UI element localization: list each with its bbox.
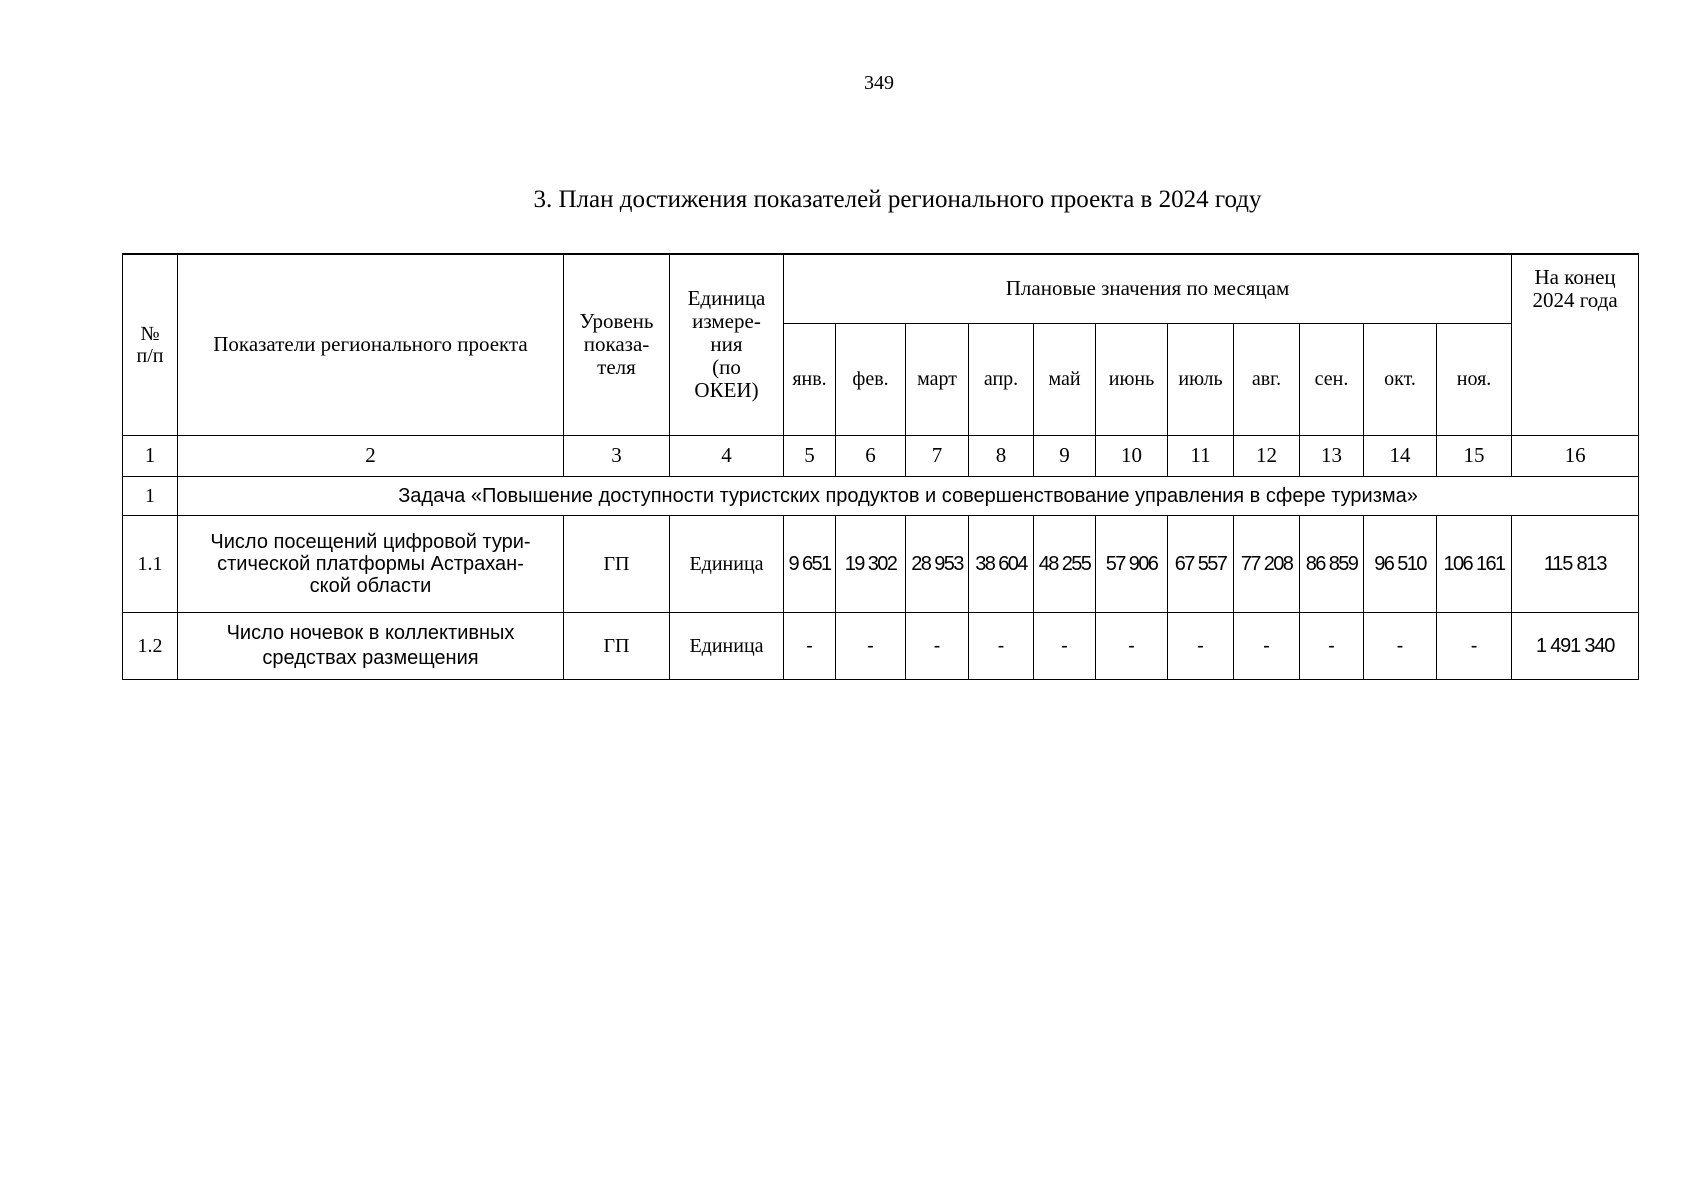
header-end-of-year: На конец 2024 года [1512, 254, 1639, 323]
indicator-unit: Единица [670, 612, 784, 679]
month-value: 106 161 [1437, 515, 1512, 612]
month-value: - [1234, 612, 1300, 679]
month-header-10: окт. [1364, 323, 1437, 435]
month-value: - [784, 612, 836, 679]
column-number: 7 [906, 435, 969, 476]
month-value: 57 906 [1096, 515, 1168, 612]
month-header-2: фев. [836, 323, 906, 435]
table-row [123, 515, 1639, 612]
column-number: 8 [969, 435, 1034, 476]
row-num: 1.1 [123, 515, 178, 612]
month-value: - [1168, 612, 1234, 679]
month-value: - [1437, 612, 1512, 679]
task-text: Задача «Повышение доступности туристских продуктов и совершенствование управления в сфере туризма» [178, 476, 1639, 515]
month-value: - [836, 612, 906, 679]
month-header-11: ноя. [1437, 323, 1512, 435]
table-row [123, 612, 1639, 679]
month-value: - [1300, 612, 1364, 679]
column-number: 14 [1364, 435, 1437, 476]
month-value: 48 255 [1034, 515, 1096, 612]
header-monthly-group: Плановые значения по месяцам [784, 254, 1512, 323]
month-value: 67 557 [1168, 515, 1234, 612]
month-value: 9 651 [784, 515, 836, 612]
end-of-year-value: 115 813 [1512, 515, 1639, 612]
column-number: 13 [1300, 435, 1364, 476]
month-header-3: март [906, 323, 969, 435]
month-header-5: май [1034, 323, 1096, 435]
column-number: 15 [1437, 435, 1512, 476]
month-value: 86 859 [1300, 515, 1364, 612]
month-header-1: янв. [784, 323, 836, 435]
column-numbers-row [123, 435, 1639, 476]
header-level: Уровень показа- теля [564, 254, 670, 435]
indicator-unit: Единица [670, 515, 784, 612]
indicator-name: Число посещений цифровой тури- стической платформы Астрахан- ской области [178, 515, 564, 612]
header-end-of-year-empty [1512, 323, 1639, 435]
end-of-year-value: 1 491 340 [1512, 612, 1639, 679]
header-indicator: Показатели регионального проекта [178, 254, 564, 435]
column-number: 12 [1234, 435, 1300, 476]
column-number: 2 [178, 435, 564, 476]
page-number: 349 [864, 72, 894, 94]
column-number: 16 [1512, 435, 1639, 476]
indicator-level: ГП [564, 612, 670, 679]
header-unit: Единица измере- ния (по ОКЕИ) [670, 254, 784, 435]
plan-table [122, 253, 1639, 680]
month-value: 38 604 [969, 515, 1034, 612]
month-value: - [906, 612, 969, 679]
month-header-9: сен. [1300, 323, 1364, 435]
header-num: № п/п [123, 254, 178, 435]
indicator-level: ГП [564, 515, 670, 612]
month-value: - [1034, 612, 1096, 679]
month-value: 19 302 [836, 515, 906, 612]
month-value: 77 208 [1234, 515, 1300, 612]
month-header-4: апр. [969, 323, 1034, 435]
column-number: 10 [1096, 435, 1168, 476]
column-number: 9 [1034, 435, 1096, 476]
column-number: 6 [836, 435, 906, 476]
month-value: - [969, 612, 1034, 679]
column-number: 3 [564, 435, 670, 476]
column-number: 5 [784, 435, 836, 476]
indicator-name: Число ночевок в коллективных средствах размещения [178, 612, 564, 679]
row-num: 1.2 [123, 612, 178, 679]
month-header-7: июль [1168, 323, 1234, 435]
month-header-8: авг. [1234, 323, 1300, 435]
column-number: 11 [1168, 435, 1234, 476]
month-value: 28 953 [906, 515, 969, 612]
section-title: 3. План достижения показателей регионального проекта в 2024 году [533, 186, 1262, 213]
task-num: 1 [123, 476, 178, 515]
task-row [123, 476, 1639, 515]
column-number: 1 [123, 435, 178, 476]
month-value: - [1364, 612, 1437, 679]
month-value: 96 510 [1364, 515, 1437, 612]
month-value: - [1096, 612, 1168, 679]
column-number: 4 [670, 435, 784, 476]
month-header-6: июнь [1096, 323, 1168, 435]
